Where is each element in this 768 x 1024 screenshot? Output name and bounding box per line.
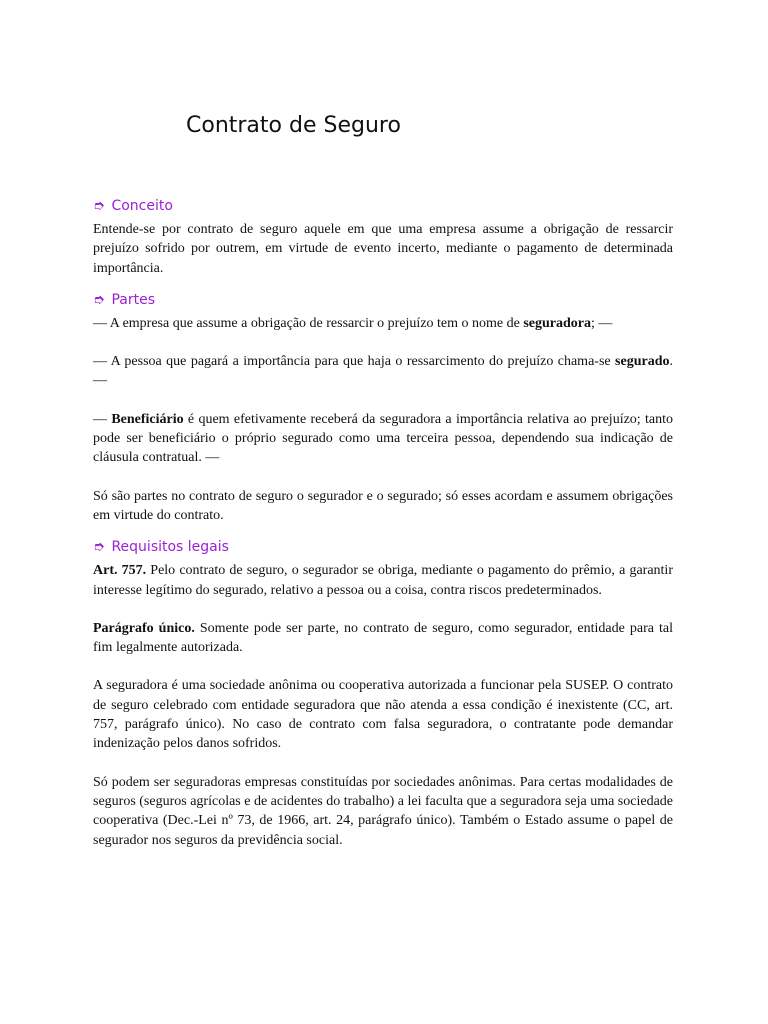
section-heading-partes — [93, 290, 673, 310]
text-run: — — [93, 411, 112, 427]
paragraph-art-757 — [93, 561, 673, 600]
text-run: ; — — [591, 315, 613, 331]
arrow-bullet-icon: ➮ — [93, 291, 105, 308]
page-title: Contrato de Seguro — [186, 113, 401, 138]
paragraph-susep: A seguradora é uma sociedade anônima ou cooperativa autorizada a funcionar pela SUSEP. O contrato de seguro celebrado com entidade seguradora que não atenda a essa condição é inexistente (CC, art. 757, parágrafo único). No caso de contrato com falsa seguradora, o contratante pode demandar indenização pelos danos sofridos. — [93, 678, 673, 752]
section-heading-label: Conceito — [111, 198, 173, 214]
paragraph-segurado — [93, 352, 673, 391]
term-segurado: segurado — [615, 354, 670, 370]
term-beneficiario: Beneficiário — [111, 411, 184, 427]
arrow-bullet-icon: ➮ — [93, 539, 105, 556]
text-run: Pelo contrato de seguro, o segurador se obriga, mediante o pagamento do prêmio, a garantir interesse legítimo do segurado, relativo a pessoa ou a coisa, contra riscos predeterminados. — [93, 563, 673, 598]
text-run: — A pessoa que pagará a importância para que haja o ressarcimento do prejuízo chama-se — [93, 354, 616, 370]
section-heading-requisitos — [93, 537, 673, 557]
term-seguradora: seguradora — [523, 315, 592, 331]
section-heading-label: Requisitos legais — [111, 539, 229, 556]
paragraph-conceito: Entende-se por contrato de seguro aquele em que uma empresa assume a obrigação de ressarcir prejuízo sofrido por outrem, em virtude de evento incerto, mediante o pagamento de determinada importância. — [93, 222, 673, 276]
document-body — [93, 196, 673, 850]
text-run: — A empresa que assume a obrigação de ressarcir o prejuízo tem o nome de — [93, 315, 524, 331]
text-run: é quem efetivamente receberá da seguradora a importância relativa ao prejuízo; tanto pode ser beneficiário o próprio segurado como uma terceira pessoa, dependendo sua indicação de cláusula contratual. — — [93, 411, 673, 466]
paragraph-seguradora — [93, 314, 673, 333]
text-run: . — — [93, 354, 673, 389]
paragraph-cooperativa: Só podem ser seguradoras empresas constituídas por sociedades anônimas. Para certas modalidades de seguros (seguros agrícolas e de acidentes do trabalho) a lei faculta que a seguradora seja uma sociedade cooperativa (Dec.-Lei nº 73, de 1966, art. 24, parágrafo único). Também o Estado assume o papel de segurador nos seguros da previdência social. — [93, 774, 673, 848]
arrow-bullet-icon: ➮ — [93, 198, 105, 214]
paragraph-partes-summary: Só são partes no contrato de seguro o segurador e o segurado; só esses acordam e assumem obrigações em virtude do contrato. — [93, 488, 673, 523]
paragraph-label: Parágrafo único. — [93, 620, 195, 636]
section-heading-label: Partes — [111, 291, 155, 308]
article-label: Art. 757. — [93, 563, 147, 579]
section-heading-conceito — [93, 196, 673, 216]
text-run: Somente pode ser parte, no contrato de seguro, como segurador, entidade para tal fim legalmente autorizada. — [93, 620, 673, 656]
paragraph-paragrafo-unico — [93, 619, 673, 658]
paragraph-beneficiario — [93, 410, 673, 468]
